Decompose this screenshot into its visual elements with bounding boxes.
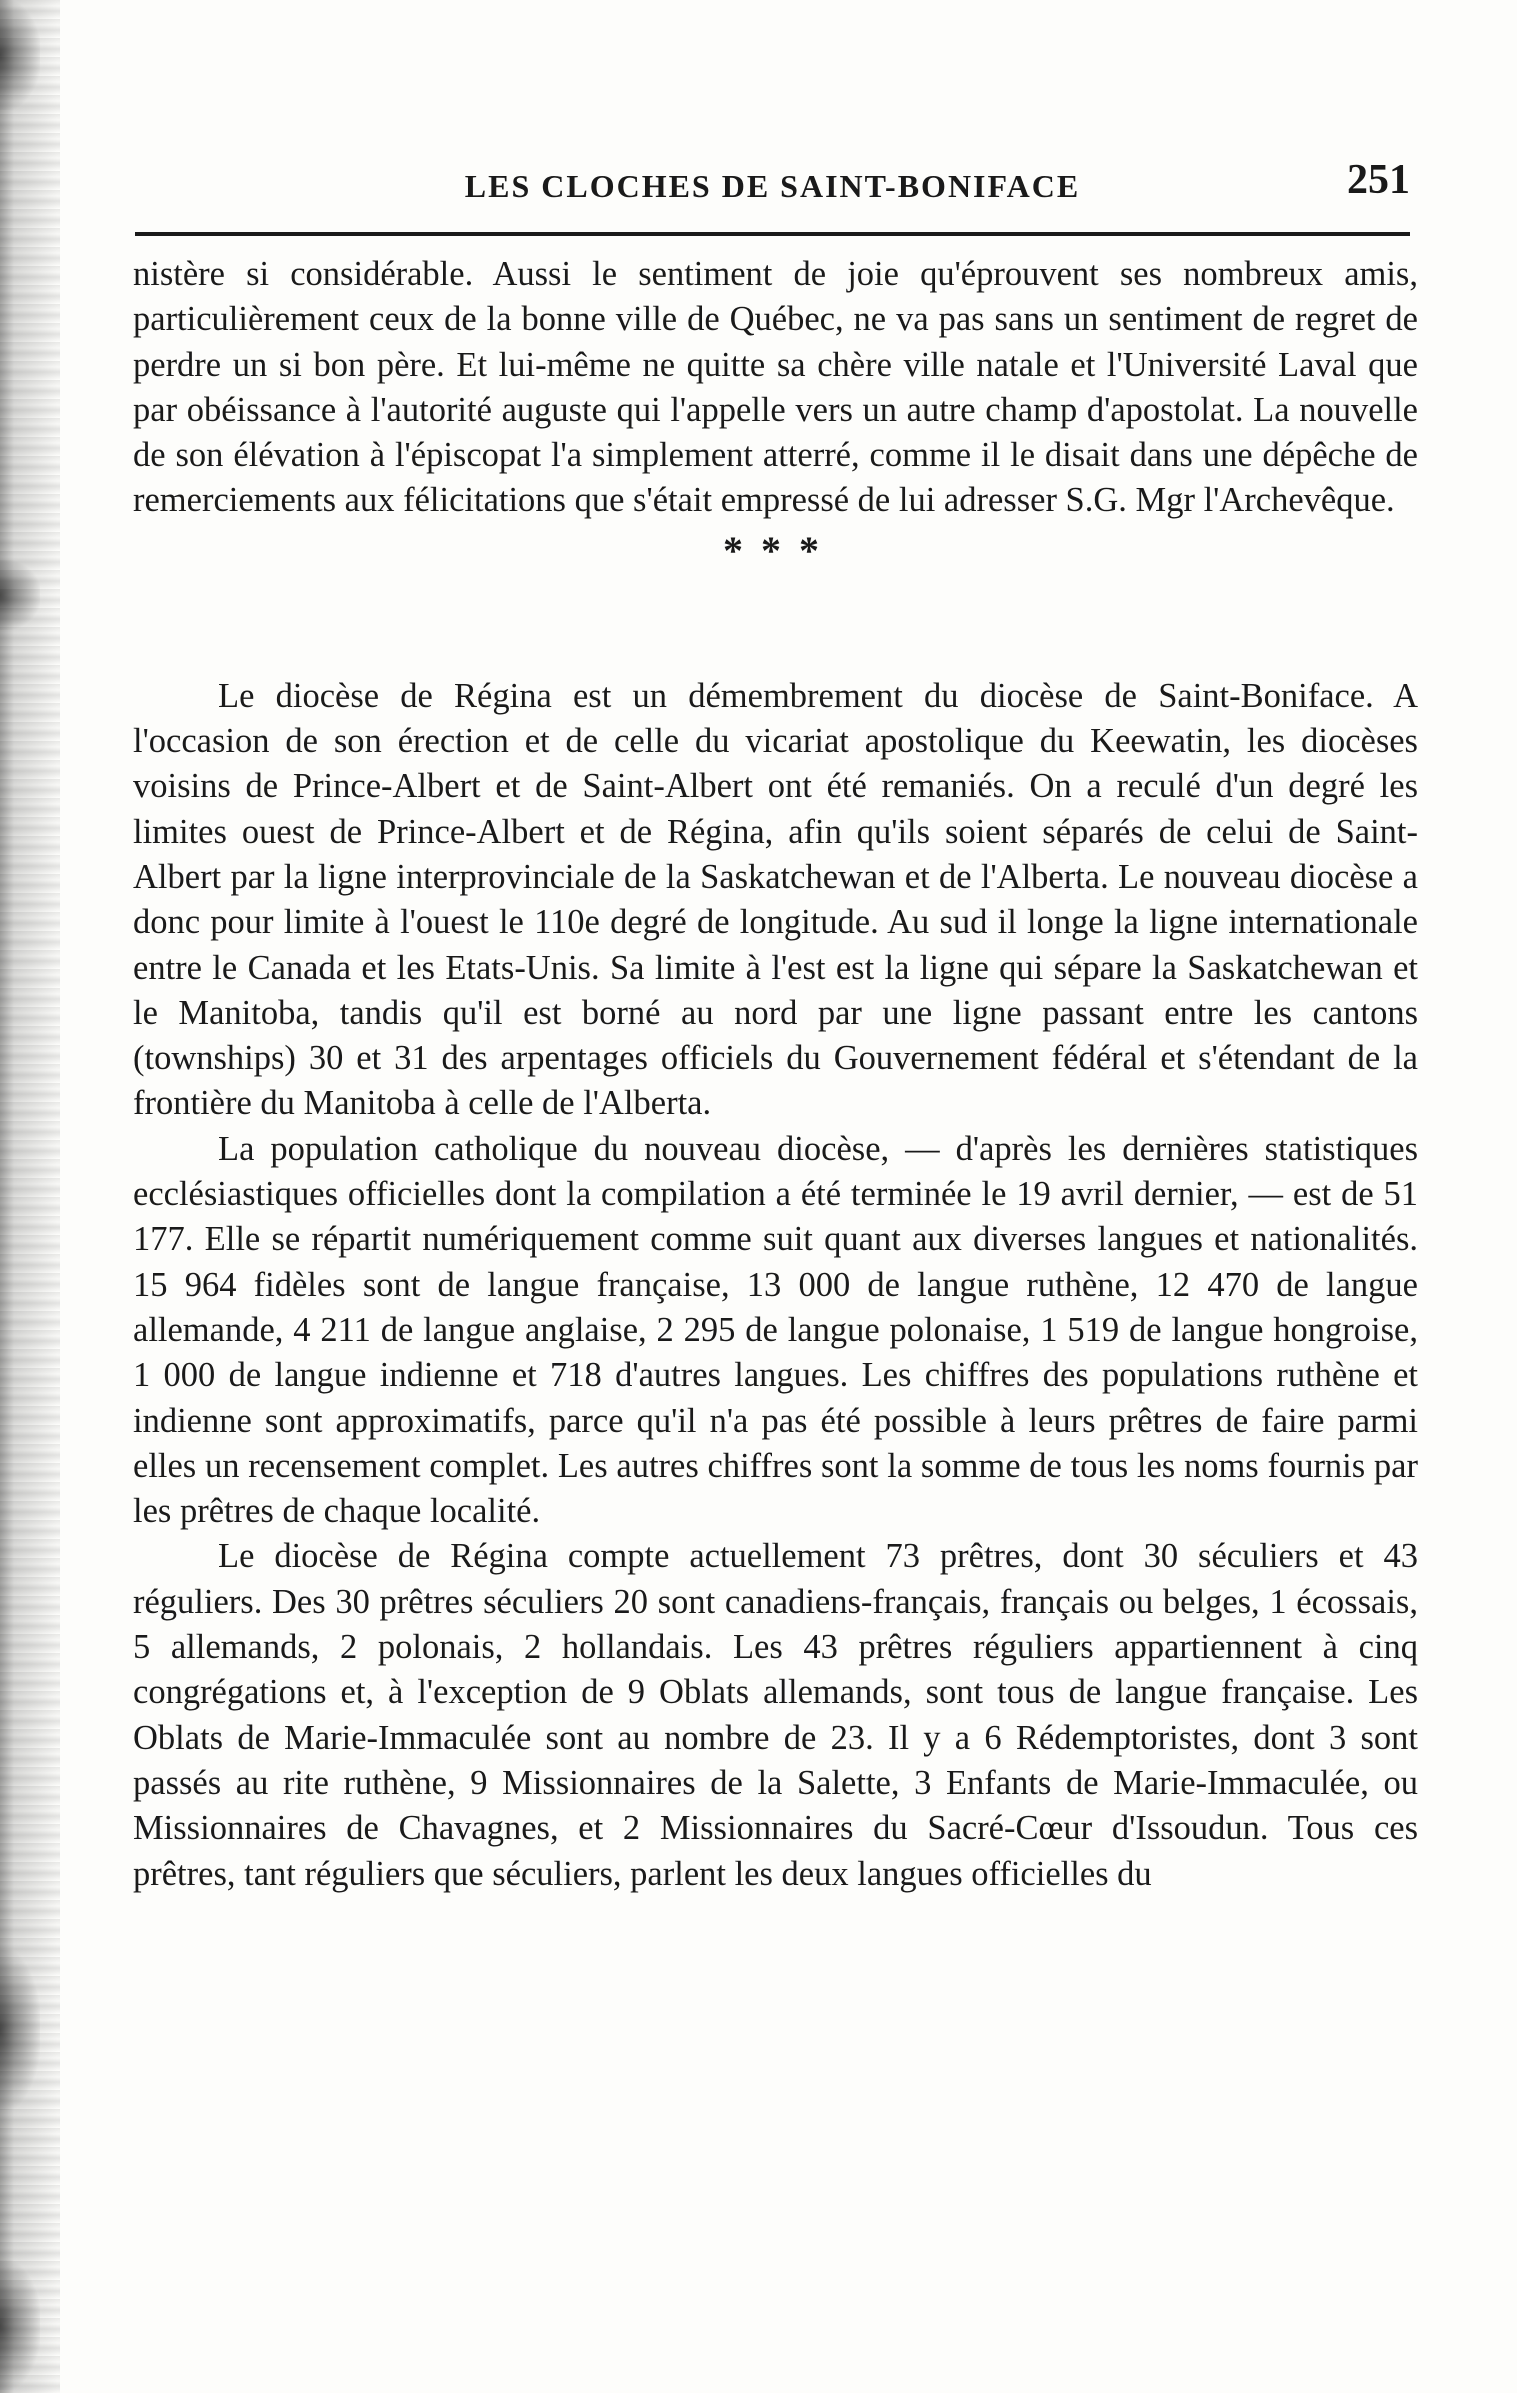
paragraph-diocese-boundaries: Le diocèse de Régina est un démembrement du diocèse de Saint-Boniface. A l'occasion de son érection et de celle du vicariat apostolique du Keewatin, les diocèses voisins de Prince-Albert et de Saint-Albert ont été remaniés. On a reculé d'un degré les limites ouest de Prince-Albert et de Régina, afin qu'ils soient séparés de celui de Saint-Albert par la ligne interprovinciale de la Saskatchewan et de l'Alberta. Le nouveau diocèse a donc pour limite à l'ouest le 110e degré de longitude. Au sud il longe la ligne internationale entre le Canada et les Etats-Unis. Sa limite à l'est est la ligne qui sépare la Saskatchewan et le Manitoba, tandis qu'il est borné au nord par une ligne passant entre les cantons (townships) 30 et 31 des arpentages officiels du Gouvernement fédéral et s'étendant de la frontière du Manitoba à celle de l'Alberta. (133, 676, 1418, 1123)
scan-edge-spot (0, 2260, 40, 2390)
scan-edge-spot (0, 1950, 40, 2110)
section-asterism (133, 524, 1418, 674)
running-title: LES CLOCHES DE SAINT-BONIFACE (464, 168, 1081, 204)
paragraph-continuation: nistère si considérable. Aussi le sentiment de joie qu'éprouvent ses nombreux amis, particulièrement ceux de la bonne ville de Québec, ne va pas sans un sentiment de regret de perdre un si bon père. Et lui-même ne quitte sa chère ville natale et l'Université Laval que par obéissance à l'autorité auguste qui l'appelle vers un autre champ d'apostolat. La nouvelle de son élévation à l'épiscopat l'a simplement atterré, comme il le disait dans une dépêche de remerciements aux félicitations que s'était empressé de lui adresser S.G. Mgr l'Archevêque. (133, 255, 1418, 520)
page-header (135, 150, 1410, 240)
page-number: 251 (1347, 157, 1410, 203)
body-text (133, 252, 1418, 1897)
paragraph-priests: Le diocèse de Régina compte actuellement 73 prêtres, dont 30 séculiers et 43 réguliers. Des 30 prêtres séculiers 20 sont canadiens-français, français ou belges, 1 écossais, 5 allemands, 2 polonais, 2 hollandais. Les 43 prêtres réguliers appartiennent à cinq congrégations et, à l'exception de 9 Oblats allemands, sont tous de langue française. Les Oblats de Marie-Immaculée sont au nombre de 23. Il y a 6 Rédemptoristes, dont 3 sont passés au rite ruthène, 9 Missionnaires de la Salette, 3 Enfants de Marie-Immaculée, ou Missionnaires de Chavagnes, et 2 Missionnaires du Sacré-Cœur d'Issoudun. Tous ces prêtres, tant réguliers que séculiers, parlent les deux langues officielles du (133, 1537, 1418, 1893)
header-rule (135, 232, 1410, 236)
scan-edge-spot (0, 0, 40, 110)
paragraph-population: La population catholique du nouveau diocèse, — d'après les dernières statistiques ecclésiastiques officielles dont la compilation a été terminée le 19 avril dernier, — est de 51 177. Elle se répartit numériquement comme suit quant aux diverses langues et nationalités. 15 964 fidèles sont de langue française, 13 000 de langue ruthène, 12 470 de langue allemande, 4 211 de langue anglaise, 2 295 de langue polonaise, 1 519 de langue hongroise, 1 000 de langue indienne et 718 d'autres langues. Les chiffres des populations ruthène et indienne sont approximatifs, parce qu'il n'a pas été possible à leurs prêtres de faire parmi elles un recensement complet. Les autres chiffres sont la somme de tous les noms fournis par les prêtres de chaque localité. (133, 1129, 1418, 1531)
scan-edge-spot (0, 560, 40, 630)
asterism-glyphs: * * * (723, 527, 823, 573)
